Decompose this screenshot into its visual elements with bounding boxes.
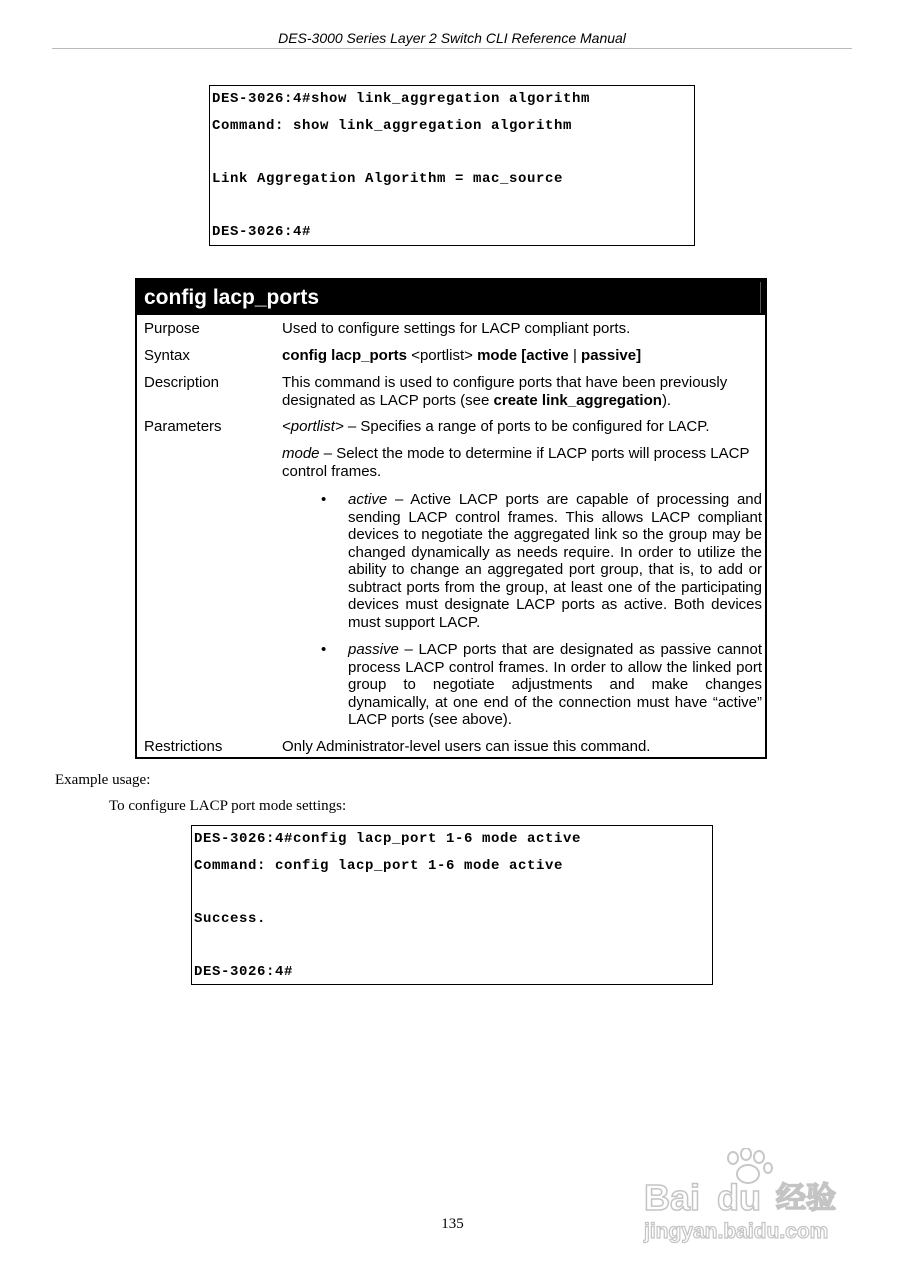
watermark-url: jingyan.baidu.com [644,1220,829,1243]
cli-line: Command: show link_aggregation algorithm [212,118,573,134]
purpose-label: Purpose [144,320,200,337]
bullet-active [348,491,762,631]
watermark-logo-2: du [717,1177,761,1218]
cli-line: DES-3026:4#show link_aggregation algorithm [212,91,591,107]
cli-line: Link Aggregation Algorithm = mac_source [212,171,564,187]
param-mode-desc: – Select the mode to determine if LACP ports will process LACP control frames. [282,445,750,480]
bullet-passive-name: passive [348,641,399,658]
watermark-jingyan: 经验 [776,1181,836,1216]
restrictions-label: Restrictions [144,738,223,755]
cli-line: Command: config lacp_port 1-6 mode active [194,858,564,874]
param-portlist-desc: – Specifies a range of ports to be configured for LACP. [343,418,710,435]
cli-line: DES-3026:4# [212,224,312,240]
watermark [638,1148,858,1248]
param-portlist [282,418,760,436]
description-part: ). [661,391,672,409]
command-title: config lacp_ports [137,280,765,315]
cli-output-box-2 [191,825,713,985]
bullet-passive [348,641,762,729]
parameters-label: Parameters [144,418,222,435]
cli-line: DES-3026:4#config lacp_port 1-6 mode active [194,831,582,847]
running-header: DES-3000 Series Layer 2 Switch CLI Reference Manual [278,30,626,46]
bullet-passive-desc: – LACP ports that are designated as passive cannot process LACP control frames. In order to allow the linked port group to negotiate adjustments and make changes dynamically, at one end of the connection must have “active” LACP ports (see above). [348,641,762,728]
bullet-marker: • [321,491,327,508]
command-reference-table [135,278,767,759]
syntax-passive: passive] [581,347,642,364]
param-portlist-name: <portlist> [282,418,344,435]
syntax-separator: | [572,347,577,364]
param-mode-name: mode [282,445,320,462]
description-part: This command is used to configure ports that have been previously designated as LACP ports (see [282,374,728,409]
syntax-command: config lacp_ports [282,347,408,364]
restrictions-text: Only Administrator-level users can issue this command. [282,738,651,755]
example-intro: To configure LACP port mode settings: [109,798,347,814]
cli-line: Success. [194,911,267,927]
syntax-text [282,347,760,365]
cli-line: DES-3026:4# [194,964,294,980]
syntax-portlist: <portlist> [411,347,473,364]
param-mode [282,445,760,480]
syntax-label: Syntax [144,347,190,364]
bullet-active-name: active [348,491,388,508]
cli-output-box-1 [209,85,695,246]
description-text [282,374,760,409]
description-command-ref: create link_aggregation [493,391,662,409]
baidu-paw-icon [638,1148,858,1248]
watermark-logo: Bai [644,1177,701,1218]
description-label: Description [144,374,220,391]
title-edge-line [760,282,761,313]
bullet-active-desc: – Active LACP ports are capable of processing and sending LACP control frames. This allows LACP compliant devices to negotiate the aggregated link so the group may be changed dynamically as needs require. In order to utilize the ability to change an aggregated port group, that is, to add or subtract ports from the group, at least one of the participating devices must designate LACP ports as active. Both devices must support LACP. [348,491,762,631]
purpose-text: Used to configure settings for LACP compliant ports. [282,320,631,337]
bullet-marker: • [321,641,327,658]
example-heading: Example usage: [55,772,151,788]
header-divider [52,48,852,49]
syntax-mode: mode [active [477,347,569,364]
page-number: 135 [441,1216,464,1232]
